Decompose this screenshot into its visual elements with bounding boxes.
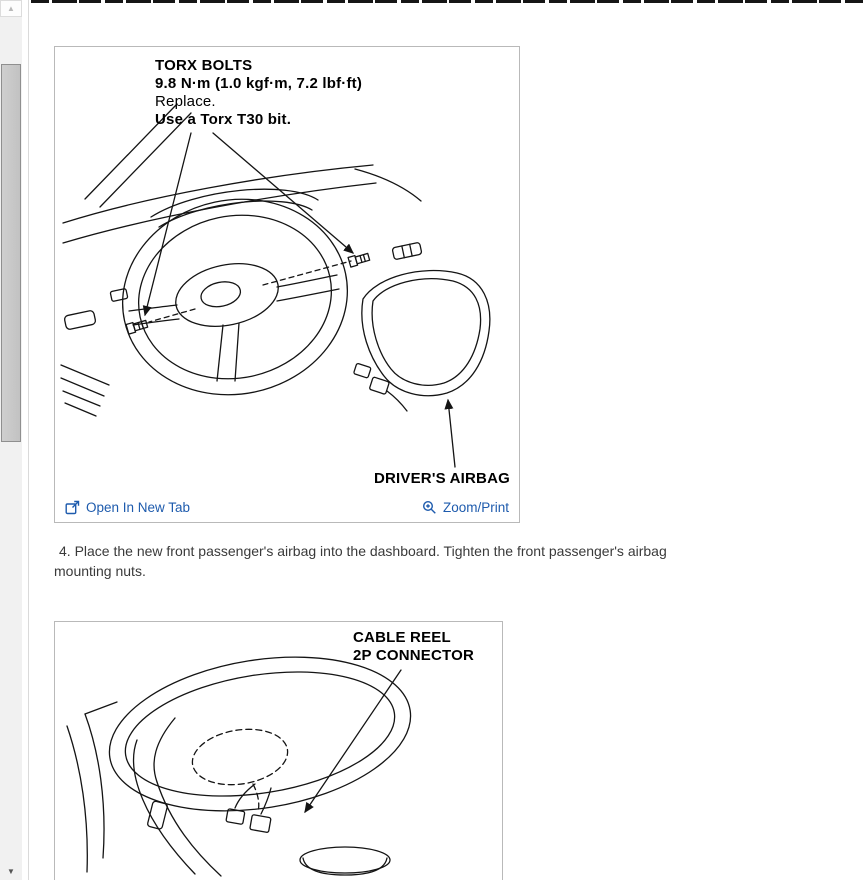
figure1-toolbar bbox=[55, 492, 519, 522]
zoom-print-label: Zoom/Print bbox=[442, 499, 509, 515]
figure-cable-reel bbox=[54, 621, 503, 880]
label-2p-connector: 2P CONNECTOR bbox=[353, 647, 475, 664]
open-in-new-tab-link[interactable] bbox=[65, 500, 190, 515]
label-replace: Replace. bbox=[155, 93, 216, 110]
content-divider-line bbox=[28, 0, 29, 880]
scrollbar-up-button[interactable] bbox=[0, 0, 22, 17]
figure-drivers-airbag bbox=[54, 46, 520, 523]
scroll-down-icon: ▼ bbox=[7, 867, 15, 876]
open-in-new-tab-icon bbox=[65, 500, 80, 515]
step-4-text: 4. Place the new front passenger's airbag into the dashboard. Tighten the front passenger's airbag mounting nuts. bbox=[54, 543, 667, 579]
label-torx-bolts: TORX BOLTS bbox=[155, 57, 253, 74]
label-cable-reel: CABLE REEL bbox=[353, 629, 451, 646]
scroll-up-icon: ▲ bbox=[7, 4, 15, 13]
scrollbar-down-button[interactable] bbox=[0, 863, 22, 880]
zoom-print-icon bbox=[422, 500, 437, 515]
scrollbar-thumb[interactable] bbox=[1, 64, 21, 442]
open-in-new-tab-label: Open In New Tab bbox=[86, 499, 191, 515]
zoom-print-link[interactable] bbox=[422, 500, 509, 515]
clipped-text-line bbox=[31, 0, 865, 3]
label-drivers-airbag: DRIVER'S AIRBAG bbox=[373, 470, 510, 487]
label-torx-t30-bit: Use a Torx T30 bit. bbox=[155, 111, 292, 128]
vertical-scrollbar[interactable] bbox=[0, 0, 22, 880]
label-torque-spec: 9.8 N·m (1.0 kgf·m, 7.2 lbf·ft) bbox=[155, 75, 363, 92]
